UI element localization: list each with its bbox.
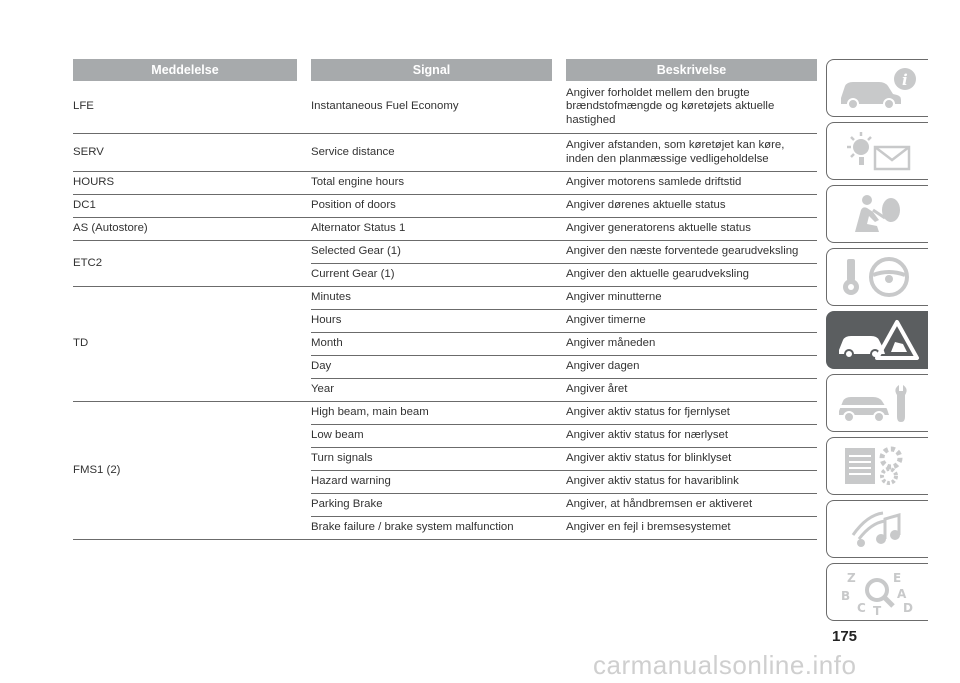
table-row [73, 241, 817, 264]
description-cell: Angiver aktiv status for blinklyset [566, 448, 817, 471]
signal-cell: Alternator Status 1 [311, 218, 566, 241]
description-cell: Angiver måneden [566, 333, 817, 356]
car-wrench-icon [833, 379, 923, 427]
tab-index[interactable] [826, 563, 928, 621]
table-header-row [73, 59, 817, 81]
specs-gears-icon [833, 442, 923, 490]
message-cell: LFE [73, 81, 311, 134]
description-cell: Angiver forholdet mellem den brugte brændstofmængde og køretøjets aktuelle hastighed [566, 81, 817, 134]
description-cell: Angiver generatorens aktuelle status [566, 218, 817, 241]
description-cell: Angiver dagen [566, 356, 817, 379]
header-signal: Signal [311, 59, 566, 81]
description-cell: Angiver dørenes aktuelle status [566, 195, 817, 218]
index-letter-z: Z [846, 571, 856, 585]
tab-warning-lights[interactable] [826, 122, 928, 180]
header-message: Meddelelse [73, 59, 311, 81]
signal-cell: Position of doors [311, 195, 566, 218]
table-row [73, 195, 817, 218]
description-cell: Angiver året [566, 379, 817, 402]
header-description: Beskrivelse [566, 59, 817, 81]
signal-cell: Current Gear (1) [311, 264, 566, 287]
chapter-tabs [826, 59, 930, 626]
description-cell: Angiver aktiv status for havariblink [566, 471, 817, 494]
index-letter-c: C [856, 601, 866, 615]
signal-cell: Turn signals [311, 448, 566, 471]
airbag-seat-icon [833, 190, 923, 238]
tab-emergency[interactable] [826, 311, 928, 369]
signals-table [73, 59, 817, 540]
table-row [73, 402, 817, 425]
car-breakdown-warning-icon [833, 316, 923, 364]
signal-cell: High beam, main beam [311, 402, 566, 425]
signal-cell: Low beam [311, 425, 566, 448]
description-cell: Angiver aktiv status for fjernlyset [566, 402, 817, 425]
description-cell: Angiver en fejl i bremsesystemet [566, 517, 817, 540]
message-cell: AS (Autostore) [73, 218, 311, 241]
table-row [73, 134, 817, 172]
description-cell: Angiver motorens samlede driftstid [566, 172, 817, 195]
message-cell: ETC2 [73, 241, 311, 287]
page-number: 175 [832, 628, 858, 645]
signal-cell: Parking Brake [311, 494, 566, 517]
signal-cell: Total engine hours [311, 172, 566, 195]
table-row [73, 218, 817, 241]
signal-cell: Year [311, 379, 566, 402]
key-steering-wheel-icon [833, 253, 923, 301]
signal-cell: Instantaneous Fuel Economy [311, 81, 566, 134]
description-cell: Angiver den aktuelle gearudveksling [566, 264, 817, 287]
data-table-container [73, 59, 817, 540]
index-letter-e: E [892, 571, 901, 585]
multimedia-icon [833, 505, 923, 553]
tab-multimedia[interactable] [826, 500, 928, 558]
tab-technical-specs[interactable] [826, 437, 928, 495]
index-letter-a: A [896, 587, 906, 601]
tab-safety[interactable] [826, 185, 928, 243]
message-cell: HOURS [73, 172, 311, 195]
signal-cell: Hours [311, 310, 566, 333]
index-letter-t: T [872, 604, 881, 616]
index-letter-d: D [902, 601, 913, 615]
message-cell: DC1 [73, 195, 311, 218]
signal-cell: Brake failure / brake system malfunction [311, 517, 566, 540]
table-row [73, 81, 817, 134]
tab-car-info[interactable] [826, 59, 928, 117]
description-cell: Angiver aktiv status for nærlyset [566, 425, 817, 448]
watermark-url: carmanualsonline.info [593, 650, 857, 680]
description-cell: Angiver den næste forventede gearudveksling [566, 241, 817, 264]
description-cell: Angiver, at håndbremsen er aktiveret [566, 494, 817, 517]
signal-cell: Hazard warning [311, 471, 566, 494]
description-cell: Angiver minutterne [566, 287, 817, 310]
tab-start-driving[interactable] [826, 248, 928, 306]
message-cell: FMS1 (2) [73, 402, 311, 540]
signal-cell: Minutes [311, 287, 566, 310]
index-letter-b: B [840, 589, 850, 603]
table-row [73, 287, 817, 310]
warning-lights-message-icon [833, 127, 923, 175]
signal-cell: Month [311, 333, 566, 356]
message-cell: SERV [73, 134, 311, 172]
signal-cell: Selected Gear (1) [311, 241, 566, 264]
message-cell: TD [73, 287, 311, 402]
signal-cell: Day [311, 356, 566, 379]
svg-text:i: i [901, 71, 908, 89]
signal-cell: Service distance [311, 134, 566, 172]
tab-servicing[interactable] [826, 374, 928, 432]
car-info-icon [833, 64, 923, 112]
description-cell: Angiver timerne [566, 310, 817, 333]
alphabetical-index-icon [833, 568, 923, 616]
description-cell: Angiver afstanden, som køretøjet kan køre, inden den planmæssige vedligeholdelse [566, 134, 817, 172]
table-row [73, 172, 817, 195]
